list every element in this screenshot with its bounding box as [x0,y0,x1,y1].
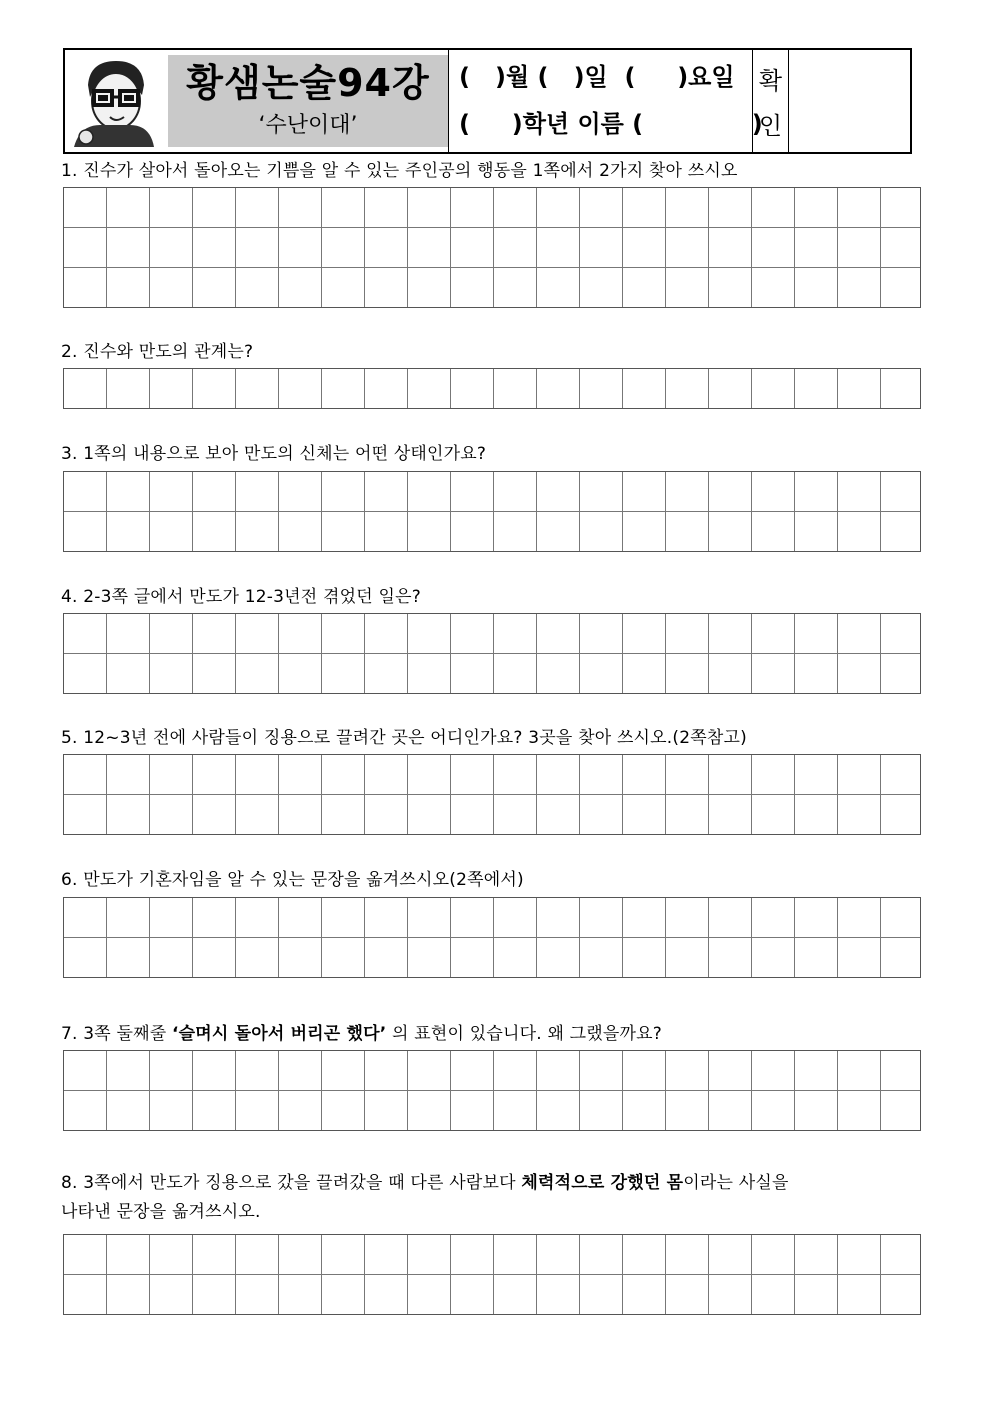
answer-grid-2[interactable] [63,368,921,409]
question-8-suffix: 이라는 사실을 [683,1173,789,1193]
question-8 [61,1172,789,1194]
title-area [168,55,448,147]
question-7-quote: ‘슬며시 돌아서 버리곤 했다’ [171,1024,387,1044]
question-1: 1. 진수가 살아서 돌아오는 기쁨을 알 수 있는 주인공의 행동을 1쪽에서 2가지 찾아 쓰시오 [61,161,738,181]
confirm-label-bottom: 인 [758,112,783,140]
question-7 [61,1023,662,1045]
confirm-stamp-box[interactable] [789,50,910,152]
question-7-suffix: 의 표현이 있습니다. 왜 그랬을까요? [386,1024,663,1044]
answer-grid-8[interactable] [63,1234,921,1315]
date-line[interactable]: ( )월 ( )일 ( )요일 [459,63,735,92]
question-5: 5. 12~3년 전에 사람들이 징용으로 끌려간 곳은 어디인가요? 3곳을 찾아 쓰시오.(2쪽참고) [61,728,747,748]
question-8-prefix: 8. 3쪽에서 만도가 징용으로 갔을 끌려갔을 때 다른 사람보다 [61,1173,522,1193]
answer-grid-1[interactable] [63,187,921,308]
question-4: 4. 2-3쪽 글에서 만도가 12-3년전 겪었던 일은? [61,587,421,607]
title-block [65,50,449,152]
worksheet-title: 황샘논술94강 [186,60,430,105]
question-8-line2: 나타낸 문장을 옮겨쓰시오. [61,1202,261,1222]
teacher-portrait-icon [70,55,158,147]
answer-grid-5[interactable] [63,754,921,835]
answer-grid-3[interactable] [63,471,921,552]
confirm-label-top: 확 [758,67,783,95]
question-3: 3. 1쪽의 내용으로 보아 만도의 신체는 어떤 상태인가요? [61,444,487,464]
worksheet-subtitle: ‘수난이대’ [258,113,358,139]
question-7-prefix: 7. 3쪽 둘째줄 [61,1024,172,1044]
worksheet-header [63,48,912,154]
student-info-block [449,50,763,152]
answer-grid-6[interactable] [63,897,921,978]
answer-grid-4[interactable] [63,613,921,694]
name-line[interactable]: ( )학년 이름 ( ) [459,110,763,139]
confirm-label [753,50,789,152]
question-8-emphasis: 체력적으로 강했던 몸 [521,1173,684,1193]
question-6: 6. 만도가 기혼자임을 알 수 있는 문장을 옮겨쓰시오(2쪽에서) [61,870,524,890]
answer-grid-7[interactable] [63,1050,921,1131]
question-2: 2. 진수와 만도의 관계는? [61,342,254,362]
